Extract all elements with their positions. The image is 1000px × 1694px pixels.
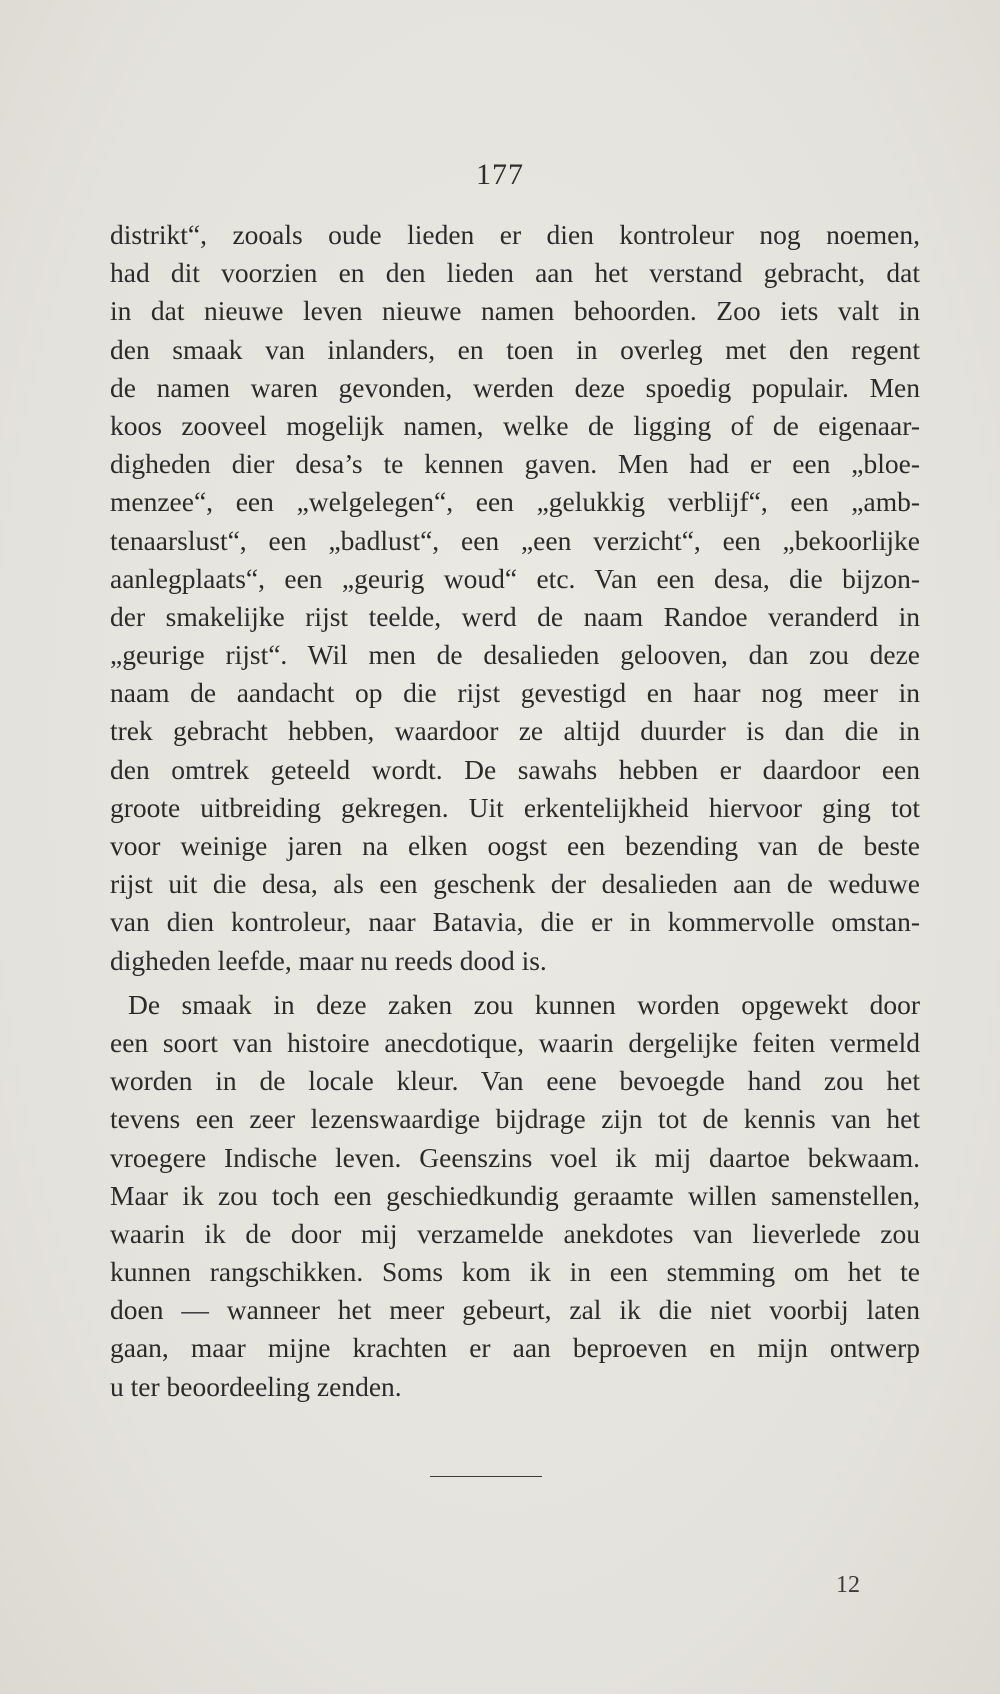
paragraph-2: [110, 986, 920, 1406]
text-line: den omtrek geteeld wordt. De sawahs hebben er daardoor een: [110, 753, 920, 785]
text-line: menzee“, een „welgelegen“, een „gelukkig verblijf“, een „amb-: [110, 486, 920, 518]
text-line: Maar ik zou toch een geschiedkundig geraamte willen samenstellen,: [110, 1179, 920, 1211]
page-number: 177: [476, 158, 524, 191]
text-line: distrikt“, zooals oude lieden er dien kontroleur nog noemen,: [110, 219, 920, 250]
section-end-rule: [430, 1476, 542, 1477]
text-line: koos zooveel mogelijk namen, welke de ligging of de eigenaar-: [110, 409, 920, 441]
text-line: tevens een zeer lezenswaardige bijdrage zijn tot de kennis van het: [110, 1103, 920, 1135]
text-line: aanlegplaats“, een „geurig woud“ etc. Van een desa, die bijzon-: [110, 562, 920, 594]
paragraph-1: [110, 216, 920, 980]
text-line: tenaarslust“, een „badlust“, een „een verzicht“, een „bekoorlijke: [110, 524, 920, 556]
text-line: den smaak van inlanders, en toen in overleg met den regent: [110, 333, 920, 365]
text-line: in dat nieuwe leven nieuwe namen behoorden. Zoo iets valt in: [110, 295, 920, 327]
text-line: gaan, maar mijne krachten er aan beproeven en mijn ontwerp: [110, 1332, 920, 1364]
text-line: vroegere Indische leven. Geenszins voel ik mij daartoe bekwaam.: [110, 1141, 920, 1173]
text-line: doen — wanneer het meer gebeurt, zal ik die niet voorbij laten: [110, 1294, 920, 1326]
text-line: een soort van histoire anecdotique, waarin dergelijke feiten vermeld: [110, 1026, 920, 1058]
text-line: had dit voorzien en den lieden aan het verstand gebracht, dat: [110, 257, 920, 289]
text-line: der smakelijke rijst teelde, werd de naam Randoe veranderd in: [110, 600, 920, 632]
body-text: [110, 216, 920, 1406]
text-line: voor weinige jaren na elken oogst een bezending van de beste: [110, 830, 920, 861]
text-line: de namen waren gevonden, werden deze spoedig populair. Men: [110, 371, 920, 403]
text-line: kunnen rangschikken. Soms kom ik in een stemming om het te: [110, 1256, 920, 1288]
text-line: groote uitbreiding gekregen. Uit erkentelijkheid hiervoor ging tot: [110, 791, 920, 823]
text-line: waarin ik de door mij verzamelde anekdotes van lieverlede zou: [110, 1217, 920, 1249]
text-line: trek gebracht hebben, waardoor ze altijd duurder is dan die in: [110, 715, 920, 747]
signature-mark: 12: [836, 1572, 860, 1598]
text-line: rijst uit die desa, als een geschenk der desalieden aan de weduwe: [110, 868, 920, 900]
text-line: digheden dier desa’s te kennen gaven. Men had er een „bloe-: [110, 448, 920, 480]
text-line: u ter beoordeeling zenden.: [110, 1370, 402, 1402]
text-line: digheden leefde, maar nu reeds dood is.: [110, 944, 547, 976]
text-line: naam de aandacht op die rijst gevestigd en haar nog meer in: [110, 677, 920, 709]
text-line: worden in de locale kleur. Van eene bevoegde hand zou het: [110, 1065, 920, 1097]
text-line: De smaak in deze zaken zou kunnen worden opgewekt door: [128, 988, 920, 1020]
text-line: van dien kontroleur, naar Batavia, die er in kommervolle omstan-: [110, 906, 920, 938]
text-line: „geurige rijst“. Wil men de desalieden gelooven, dan zou deze: [110, 639, 920, 671]
